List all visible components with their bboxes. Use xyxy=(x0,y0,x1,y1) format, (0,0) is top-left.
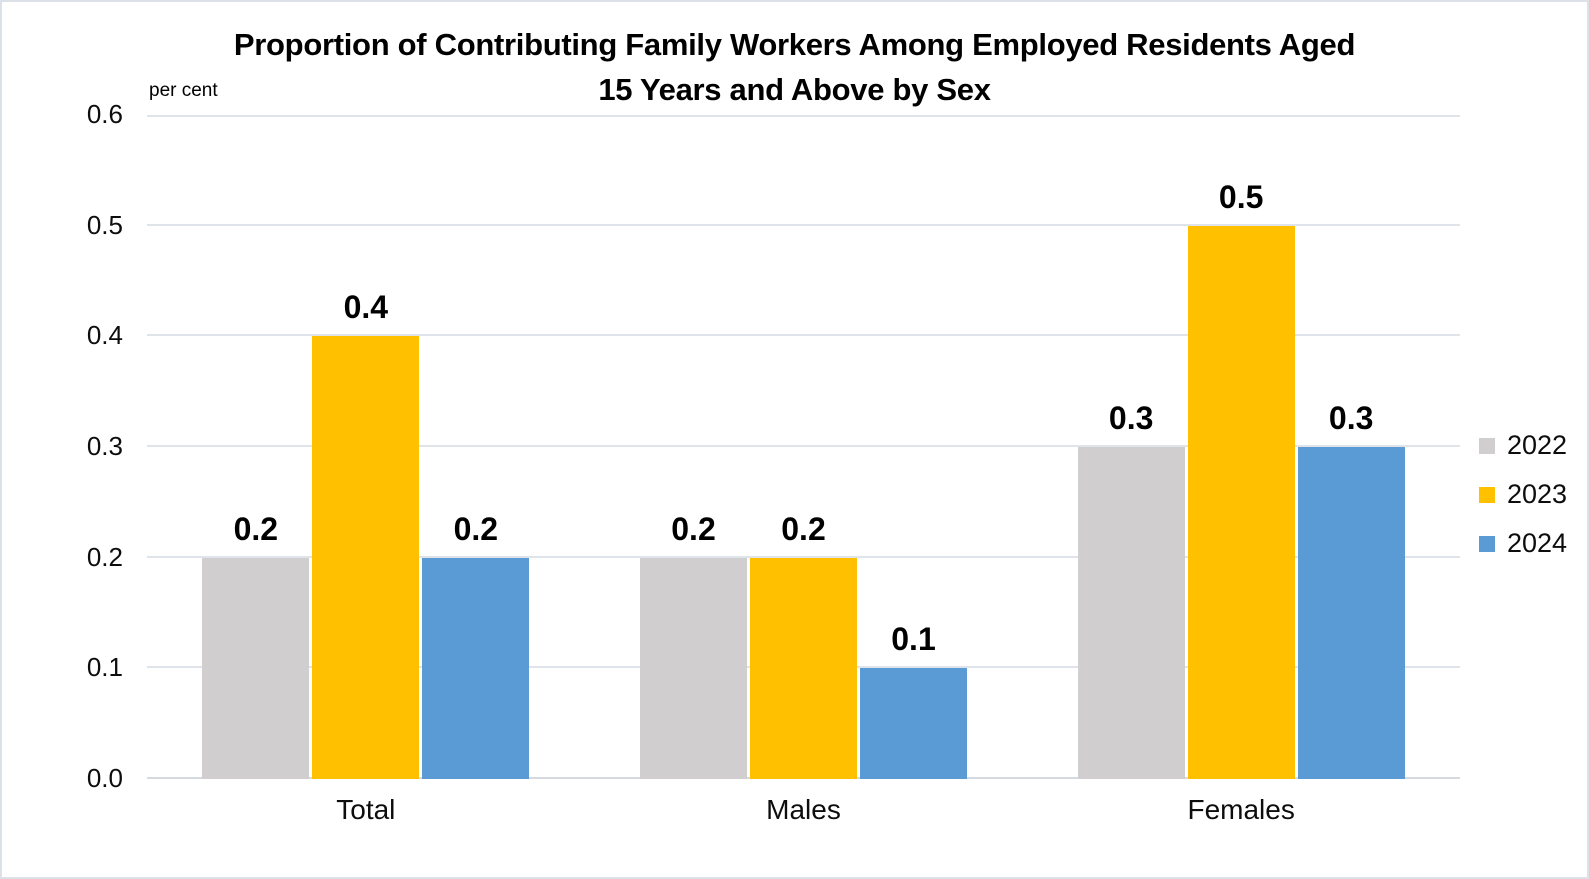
y-tick-label: 0.1 xyxy=(86,652,123,683)
legend-item-2022 xyxy=(1479,432,1567,459)
legend-item-2023 xyxy=(1479,481,1567,508)
legend-label: 2023 xyxy=(1507,479,1568,509)
x-category-label-total: Total xyxy=(336,794,396,825)
legend-item-2024 xyxy=(1479,530,1567,557)
legend-label: 2024 xyxy=(1507,528,1568,558)
legend-swatch-icon xyxy=(1479,487,1495,503)
y-tick-label: 0.4 xyxy=(86,320,123,351)
chart-title-line2: 15 Years and Above by Sex xyxy=(598,72,991,107)
bar-value-label: 0.2 xyxy=(233,510,279,547)
bar-value-label: 0.2 xyxy=(671,510,716,547)
y-axis-unit-label: per cent xyxy=(149,80,218,101)
bar-value-label: 0.3 xyxy=(1108,400,1154,436)
x-axis-category-labels xyxy=(2,2,1587,877)
x-category-label-females: Females xyxy=(1187,794,1295,825)
bar-value-label: 0.2 xyxy=(453,510,499,547)
bar-value-label: 0.5 xyxy=(1218,178,1264,215)
y-tick-label: 0.2 xyxy=(86,541,123,572)
y-tick-label: 0.6 xyxy=(86,99,123,129)
legend-swatch-icon xyxy=(1479,438,1495,454)
chart-title-line1: Proportion of Contributing Family Workers Among Employed Residents Aged xyxy=(233,27,1356,62)
x-category-label-males: Males xyxy=(766,794,841,825)
legend-label: 2022 xyxy=(1507,430,1568,460)
y-tick-label: 0.3 xyxy=(86,431,123,461)
legend xyxy=(1479,432,1567,579)
y-tick-label: 0.0 xyxy=(86,763,123,793)
bar-value-label: 0.1 xyxy=(891,621,936,658)
bar-value-label: 0.2 xyxy=(781,510,826,547)
bar-value-label: 0.3 xyxy=(1328,400,1374,436)
legend-swatch-icon xyxy=(1479,536,1495,552)
y-tick-label: 0.5 xyxy=(86,209,123,240)
bar-value-label: 0.4 xyxy=(343,289,389,326)
